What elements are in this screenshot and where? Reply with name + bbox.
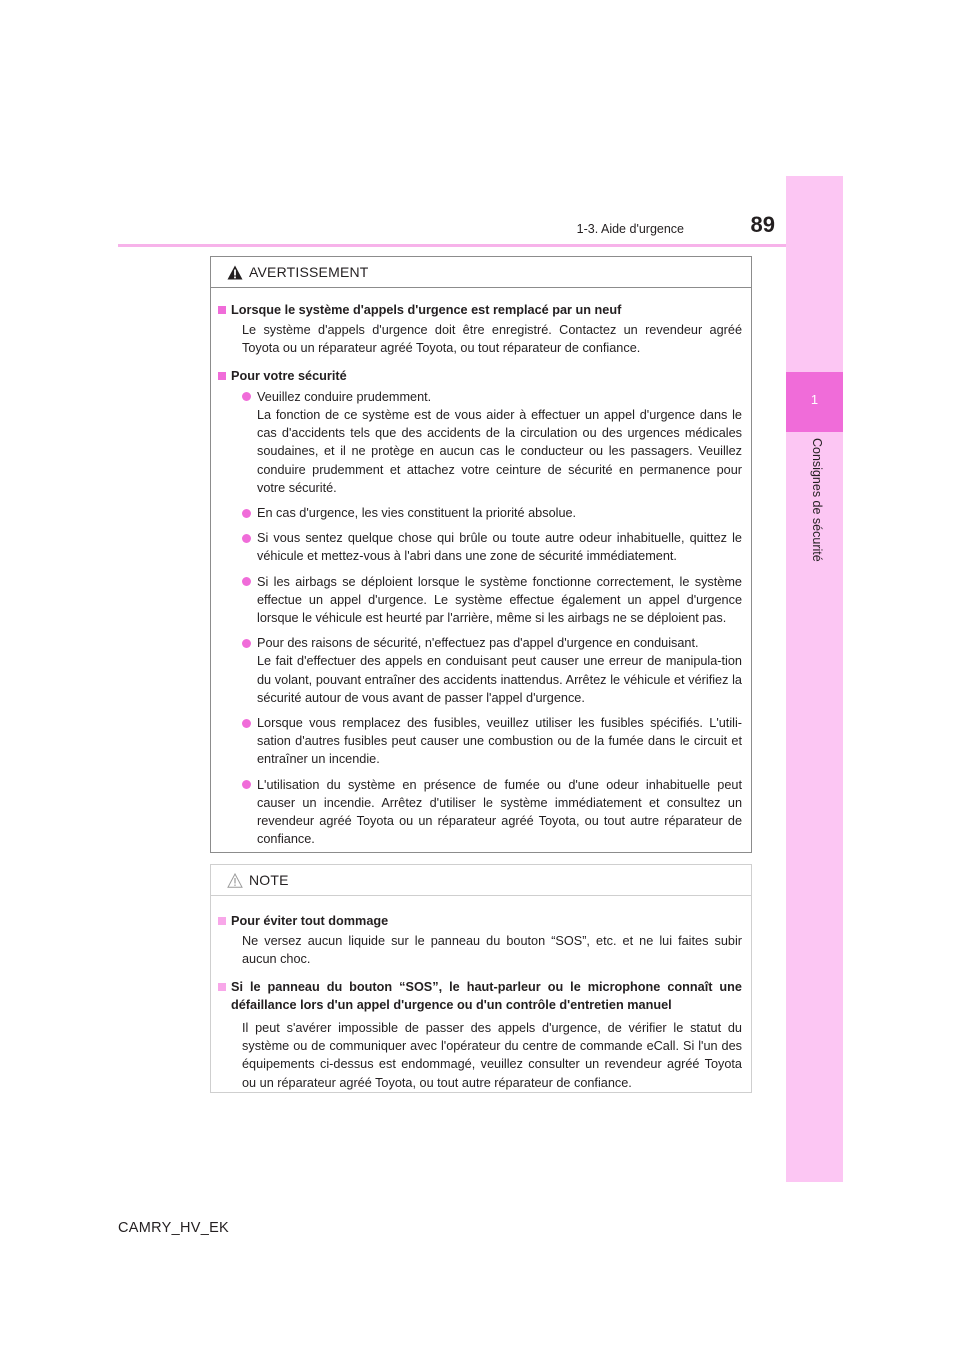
page-number: 89	[750, 212, 775, 237]
round-bullet-icon	[242, 639, 251, 648]
bullet-line: Pour des raisons de sécurité, n'effectuez pas d'appel d'urgence en conduisant.	[257, 636, 699, 651]
topic-paragraph: Le système d'appels d'urgence doit être enregistré. Contactez un revendeur agréé Toyota ou un réparateur agréé Toyota, ou tout réparateur de confiance.	[242, 323, 742, 356]
bullet-line: Veuillez conduire prudemment.	[257, 389, 432, 404]
list-item	[218, 573, 742, 628]
list-item	[218, 634, 742, 707]
notice-title: NOTE	[249, 872, 289, 888]
bullet-text: Lorsque vous remplacez des fusibles, veuillez utiliser les fusibles spécifiés. L'utili-sation d'autres fusibles peut causer une combustion ou de la fumée dans le circuit et entraîner un incendie.	[257, 716, 742, 767]
list-item	[218, 529, 742, 565]
notice-body	[211, 896, 751, 1092]
bullet-line: La fonction de ce système est de vous aider à effectuer un appel d'urgence dans le cas d'accidents tels que des accidents de la circulation ou des urgences médicales soudaines, et il ne protège en aucun cas le conducteur ou les passagers. Veuillez conduire prudemment et attachez votre ceinture de sécurité en permanence pour votre sécurité.	[257, 408, 742, 495]
topic-paragraph: Il peut s'avérer impossible de passer des appels d'urgence, de vérifier le statut du système ou de communiquer avec l'opérateur du centre de commande eCall. Si l'un des équipements ci-dessus est endommagé, veuillez consulter un revendeur agréé Toyota ou un réparateur agréé Toyota, ou tout autre réparateur de confiance.	[242, 1021, 742, 1090]
chapter-side-tab	[786, 176, 843, 1182]
round-bullet-icon	[242, 577, 251, 586]
round-bullet-icon	[242, 509, 251, 518]
topic-heading: Lorsque le système d'appels d'urgence est remplacé par un neuf	[231, 303, 622, 317]
warning-topic-safety	[218, 367, 742, 385]
caution-outline-triangle-icon	[227, 873, 243, 888]
warning-topic-replacement	[218, 301, 742, 319]
bullet-text: En cas d'urgence, les vies constituent la priorité absolue.	[257, 506, 577, 521]
list-item	[218, 388, 742, 497]
bullet-text: Si vous sentez quelque chose qui brûle ou toute autre odeur inhabituelle, quittez le véhicule et mettez-vous à l'abri dans une zone de sécurité immédiatement.	[257, 531, 742, 564]
warning-title: AVERTISSEMENT	[249, 264, 369, 280]
square-bullet-icon	[218, 917, 226, 925]
warning-triangle-icon	[227, 265, 243, 280]
round-bullet-icon	[242, 780, 251, 789]
warning-header	[211, 257, 751, 288]
list-item	[218, 714, 742, 769]
bullet-text: L'utilisation du système en présence de fumée ou d'une odeur inhabituelle peut causer un incendie. Arrêtez d'utiliser le système immédiatement et consultez un revendeur agréé Toyota ou un réparateur agréé Toyota, ou tout autre réparateur de confiance.	[257, 777, 742, 847]
square-bullet-icon	[218, 983, 226, 991]
warning-box	[210, 256, 752, 853]
topic-heading: Pour éviter tout dommage	[231, 914, 389, 928]
round-bullet-icon	[242, 392, 251, 401]
notice-topic-malfunction	[218, 978, 742, 1014]
bullet-text: Si les airbags se déploient lorsque le système fonctionne correctement, le système effectue un appel d'urgence. Le système effectue également un appel d'urgence lorsque le véhicule est heurté par l'arrière, même si les airbags ne se déploient pas.	[257, 574, 742, 626]
square-bullet-icon	[218, 372, 226, 380]
list-item	[218, 504, 742, 522]
square-bullet-icon	[218, 306, 226, 314]
header-rule	[118, 244, 786, 247]
notice-topic-damage	[218, 912, 742, 930]
bullet-line: Le fait d'effectuer des appels en conduisant peut causer une erreur de manipula-tion du volant, pouvant entraîner des accidents inattendus. Arrêtez le véhicule et vérifiez la sécurité autour de vous avant de passer l'appel d'urgence.	[257, 654, 742, 705]
list-item	[218, 776, 742, 849]
section-title: 1-3. Aide d'urgence	[576, 222, 684, 236]
topic-paragraph: Ne versez aucun liquide sur le panneau du bouton “SOS”, etc. et ne lui faites subir aucun choc.	[242, 934, 742, 967]
chapter-number: 1	[810, 392, 819, 407]
chapter-label: Consignes de sécurité	[810, 438, 824, 562]
round-bullet-icon	[242, 534, 251, 543]
topic-heading: Pour votre sécurité	[231, 368, 347, 383]
round-bullet-icon	[242, 719, 251, 728]
warning-body	[211, 288, 751, 848]
notice-box	[210, 864, 752, 1093]
topic-heading: Si le panneau du bouton “SOS”, le haut-parleur ou le microphone connaît une défaillance lors d'un appel d'urgence ou d'un contrôle d'entretien manuel	[231, 979, 742, 1012]
notice-header	[211, 865, 751, 896]
model-code: CAMRY_HV_EK	[118, 1220, 230, 1236]
